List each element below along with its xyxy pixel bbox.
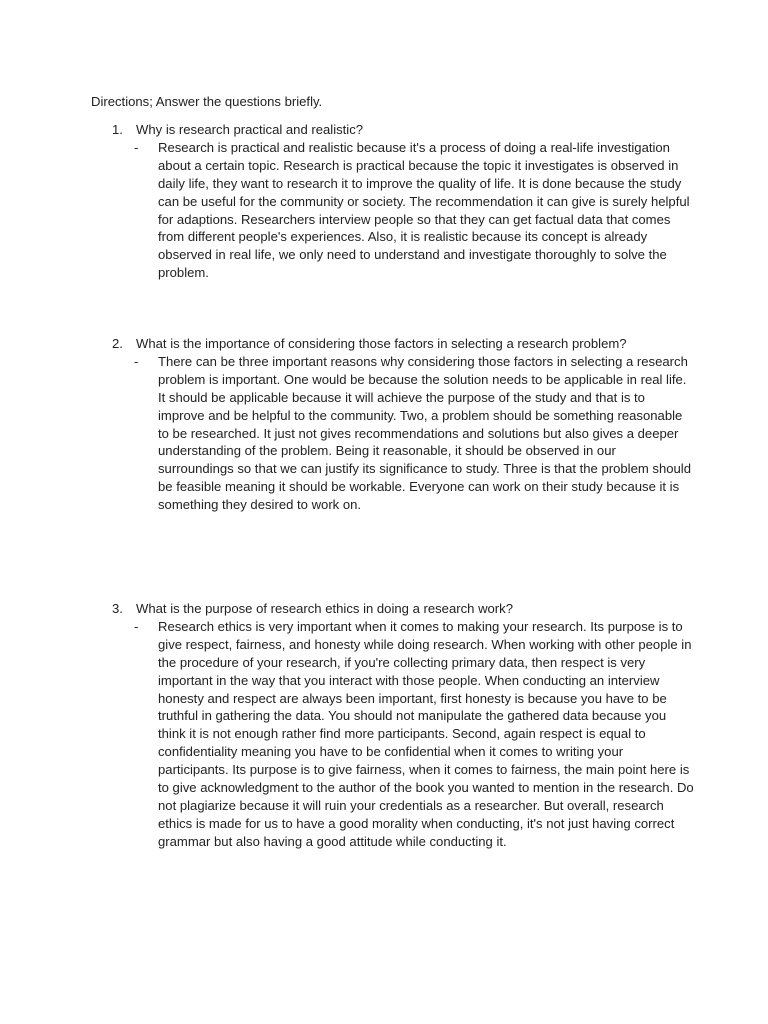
question-line (112, 121, 692, 139)
answer-text: Research ethics is very important when it comes to making your research. Its purpose is to give respect, fairness, and honesty while doing research. When working with other people in the procedure of your research, if you're collecting primary data, then respect is very important in the way that you interact with those people. When conducting an interview honesty and respect are always been important, first honesty is because you have to be truthful in gathering the data. You should not manipulate the gathered data because you think it is not enough rather find more participants. Second, again respect is equal to confidentiality meaning you have to be confidential when it comes to writing your participants. Its purpose is to give fairness, when it comes to fairness, the main point here is to give acknowledgment to the author of the book you wanted to mention in the research. Do not plagiarize because it will ruin your credentials as a researcher. But overall, research ethics is made for us to have a good morality when conducting, it's not just having correct grammar but also having a good attitude while conducting it. (158, 618, 694, 849)
question-number: 1. (112, 122, 123, 137)
question-number: 3. (112, 601, 123, 616)
question-number: 2. (112, 336, 123, 351)
answer-block (134, 353, 694, 514)
directions-text: Directions; Answer the questions briefly. (91, 94, 323, 109)
question-item-2 (112, 335, 692, 514)
answer-bullet: - (134, 139, 139, 155)
question-text: Why is research practical and realistic? (136, 122, 364, 137)
question-line (112, 335, 692, 353)
answer-bullet: - (134, 618, 139, 634)
question-line (112, 600, 692, 618)
question-text: What is the purpose of research ethics in doing a research work? (136, 601, 514, 616)
question-item-3 (112, 600, 692, 851)
answer-bullet: - (134, 353, 139, 369)
question-item-1 (112, 121, 692, 282)
answer-text: Research is practical and realistic because it's a process of doing a real-life investigation about a certain topic. Research is practical because the topic it investigates is observed in daily life, they want to research it to improve the quality of life. It is done because the study can be useful for the community or society. The recommendation it can give is surely helpful for adaptions. Researchers interview people so that they can get factual data that comes from different people's experiences. Also, it is realistic because its concept is already observed in real life, we only need to understand and investigate thoroughly to solve the problem. (158, 139, 690, 281)
question-text: What is the importance of considering those factors in selecting a research problem? (136, 336, 627, 351)
answer-block (134, 618, 694, 851)
answer-block (134, 139, 694, 282)
answer-text: There can be three important reasons why considering those factors in selecting a research problem is important. One would be because the solution needs to be applicable in real life. It should be applicable because it will achieve the purpose of the study and that is to improve and be helpful to the community. Two, a problem should be something reasonable to be researched. It just not gives recommendations and solutions but also gives a deeper understanding of the problem. Being it reasonable, it should be observed in our surroundings so that we can justify its significance to study. Three is that the problem should be feasible meaning it should be workable. Everyone can work on their study because it is something they desired to work on. (158, 353, 692, 513)
